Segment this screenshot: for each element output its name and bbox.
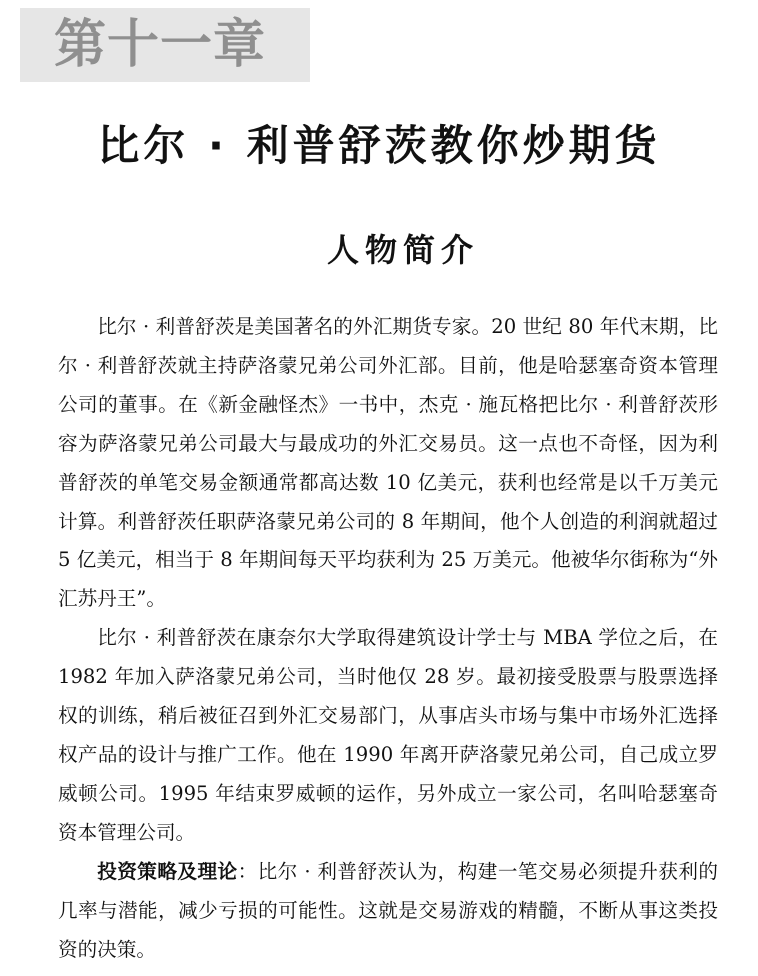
body-text bbox=[58, 308, 718, 969]
section-title: 人物简介 bbox=[326, 231, 479, 269]
theory-label: 投资策略及理论 bbox=[97, 859, 238, 883]
paragraph-intro: 比尔 · 利普舒茨是美国著名的外汇期货专家。20 世纪 80 年代末期，比尔 · 利普舒茨就主持萨洛蒙兄弟公司外汇部。目前，他是哈瑟塞奇资本管理公司的董事。在《新金融怪杰》一书中，杰克 · 施瓦格把比尔 · 利普舒茨形容为萨洛蒙兄弟公司最大与最成功的外汇交易员。这一点也不奇怪，因为利普舒茨的单笔交易金额通常都高达数 10 亿美元，获利也经常是以千万美元计算。利普舒茨任职萨洛蒙兄弟公司的 8 年期间，他个人创造的利润就超过 5 亿美元，相当于 8 年期间每天平均获利为 25 万美元。他被华尔街称为“外汇苏丹王”。 bbox=[58, 315, 718, 611]
chapter-label: 第十一章 bbox=[54, 15, 267, 75]
theory-text: ：比尔 · 利普舒茨认为，构建一笔交易必须提升获利的几率与潜能，减少亏损的可能性。这就是交易游戏的精髓，不断从事这类投资的决策。 bbox=[58, 859, 718, 961]
chapter-title: 比尔 · 利普舒茨教你炒期货 bbox=[97, 121, 661, 170]
paragraph-theory bbox=[58, 853, 718, 970]
paragraph-career: 比尔 · 利普舒茨在康奈尔大学取得建筑设计学士与 MBA 学位之后，在 1982 年加入萨洛蒙兄弟公司，当时他仅 28 岁。最初接受股票与股票选择权的训练，稍后被征召到外汇交易部门，从事店头市场与集中市场外汇选择权产品的设计与推广工作。他在 1990 年离开萨洛蒙兄弟公司，自己成立罗威顿公司。1995 年结束罗威顿的运作，另外成立一家公司，名叫哈瑟塞奇资本管理公司。 bbox=[58, 626, 718, 844]
